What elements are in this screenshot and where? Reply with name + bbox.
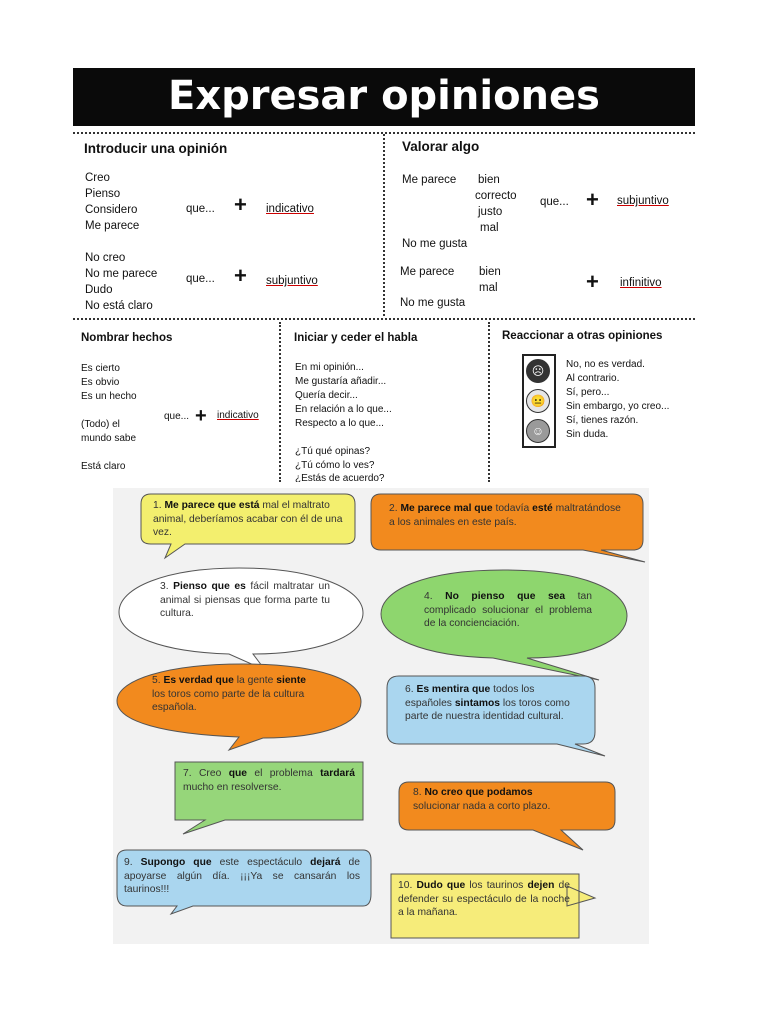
speech-bubble-8 bbox=[413, 786, 573, 813]
bubble-text: tan complicado solucionar el problema de la concienciación. bbox=[424, 591, 592, 629]
reaction-item: Sin embargo, yo creo... bbox=[566, 401, 670, 412]
bubble-number: 3. bbox=[160, 581, 169, 592]
bubble-text: los taurinos bbox=[465, 880, 528, 891]
bubble-verb: dejará bbox=[310, 857, 341, 868]
mode-label: subjuntivo bbox=[617, 195, 669, 207]
verb-item: Me parece bbox=[85, 220, 140, 232]
plus-icon: + bbox=[586, 269, 599, 294]
plus-icon: + bbox=[586, 187, 599, 212]
adjective: mal bbox=[480, 222, 499, 234]
bubble-key-phrase: que bbox=[228, 768, 247, 779]
bubble-text: el problema bbox=[247, 768, 321, 779]
que-label: que... bbox=[186, 273, 215, 285]
phrase-item: En relación a lo que... bbox=[295, 404, 392, 415]
verb-item: Creo bbox=[85, 172, 110, 184]
speech-bubble-6 bbox=[405, 683, 580, 724]
divider bbox=[383, 134, 385, 316]
bubble-number: 7. bbox=[183, 768, 192, 779]
bubble-text: los toros como parte de la cultura española. bbox=[152, 688, 305, 713]
sad-face-icon: ☹ bbox=[526, 359, 550, 383]
bubble-key-phrase: Pienso que es bbox=[173, 581, 246, 592]
phrase-item: Respecto a lo que... bbox=[295, 418, 384, 429]
fact-item: (Todo) el bbox=[81, 419, 120, 430]
bubble-text: Creo bbox=[198, 768, 229, 779]
speech-bubble-2 bbox=[389, 502, 629, 529]
mode-label: subjuntivo bbox=[266, 275, 318, 287]
bubble-text: todos los españoles bbox=[405, 684, 535, 709]
speech-bubble-9 bbox=[124, 856, 360, 897]
speech-bubble-10 bbox=[398, 879, 570, 920]
bubble-verb: dejen bbox=[527, 880, 555, 891]
bubble-key-phrase: Dudo que bbox=[416, 880, 466, 891]
section-heading-iniciar: Iniciar y ceder el habla bbox=[294, 332, 418, 344]
bubble-key-phrase: Me parece que está bbox=[164, 500, 260, 511]
bubble-number: 9. bbox=[124, 857, 133, 868]
verb-item: Pienso bbox=[85, 188, 121, 200]
bubble-verb: sintamos bbox=[454, 697, 501, 709]
bubble-key-phrase: Me parece mal que bbox=[400, 503, 493, 514]
bubble-text: mucho en resolverse. bbox=[183, 781, 282, 793]
verb-item: No creo bbox=[85, 252, 126, 264]
verb-item: No está claro bbox=[85, 300, 153, 312]
bubble-number: 1. bbox=[153, 500, 162, 511]
mode-label: indicativo bbox=[217, 410, 259, 421]
verb-item: Dudo bbox=[85, 284, 113, 296]
verb-item: Considero bbox=[85, 204, 138, 216]
divider bbox=[279, 322, 281, 482]
mode-label: indicativo bbox=[266, 203, 314, 215]
phrase: No me gusta bbox=[400, 297, 466, 309]
fact-item: Es obvio bbox=[81, 377, 120, 388]
fact-item: Es cierto bbox=[81, 363, 120, 374]
question-item: ¿Tú qué opinas? bbox=[295, 446, 371, 457]
phrase-item: En mi opinión... bbox=[295, 362, 364, 373]
speech-bubble-4 bbox=[424, 590, 592, 631]
fact-item: Es un hecho bbox=[81, 391, 137, 402]
reaction-item: Sí, pero... bbox=[566, 387, 610, 398]
happy-face-icon: ☺ bbox=[526, 419, 550, 443]
bubble-number: 8. bbox=[413, 787, 422, 798]
phrase-item: Quería decir... bbox=[295, 390, 358, 401]
speech-bubble-7 bbox=[183, 767, 355, 794]
reaction-item: Sin duda. bbox=[566, 429, 609, 440]
reaction-item: Sí, tienes razón. bbox=[566, 415, 639, 426]
bubble-verb: siente bbox=[276, 675, 306, 686]
bubble-number: 6. bbox=[405, 684, 414, 695]
bubble-text: de apoyarse algún día. ¡¡¡Ya se cansarán los taurinos!!! bbox=[124, 857, 360, 895]
adjective: bien bbox=[479, 266, 501, 278]
bubble-number: 10. bbox=[398, 880, 413, 891]
plus-icon: + bbox=[195, 405, 207, 427]
adjective: correcto bbox=[475, 190, 517, 202]
que-label: que... bbox=[164, 411, 190, 422]
que-label: que... bbox=[186, 203, 215, 215]
bubble-text: de defender su espectáculo de la noche a la mañana. bbox=[398, 880, 570, 918]
phrase: Me parece bbox=[402, 174, 457, 186]
bubble-text: mal el maltrato animal, deberíamos acabar con él de una vez. bbox=[153, 500, 343, 538]
plus-icon: + bbox=[234, 192, 247, 217]
section-heading-reaccionar: Reaccionar a otras opiniones bbox=[502, 330, 663, 342]
phrase: Me parece bbox=[400, 266, 455, 278]
bubble-key-phrase: No creo que podamos bbox=[424, 787, 533, 798]
reaction-item: Al contrario. bbox=[566, 373, 620, 384]
speech-bubble-1 bbox=[153, 499, 351, 540]
bubble-text: la gente bbox=[233, 675, 277, 686]
que-label: que... bbox=[540, 196, 569, 208]
bubble-number: 4. bbox=[424, 591, 433, 602]
bubble-text: maltratándose a los animales en este país. bbox=[389, 503, 621, 528]
speech-bubble-3 bbox=[160, 580, 330, 621]
section-heading-introducir: Introducir una opinión bbox=[84, 141, 228, 156]
plus-icon: + bbox=[234, 263, 247, 288]
bubble-text: solucionar nada a corto plazo. bbox=[413, 800, 551, 812]
reaction-item: No, no es verdad. bbox=[566, 359, 645, 370]
neutral-face-icon: 😐 bbox=[526, 389, 550, 413]
bubble-key-phrase: Es mentira que bbox=[416, 684, 491, 695]
bubble-key-phrase: No pienso que sea bbox=[445, 591, 566, 602]
phrase-item: Me gustaría añadir... bbox=[295, 376, 387, 387]
mode-label: infinitivo bbox=[620, 277, 662, 289]
question-item: ¿Estás de acuerdo? bbox=[295, 473, 385, 482]
bubble-text: los toros como parte de nuestra identidad cultural. bbox=[405, 697, 570, 722]
divider bbox=[488, 322, 490, 482]
fact-item: Está claro bbox=[81, 461, 126, 472]
divider bbox=[73, 318, 695, 320]
bubble-key-phrase: Supongo que bbox=[140, 857, 212, 868]
section-heading-valorar: Valorar algo bbox=[402, 139, 480, 154]
question-item: ¿Tú cómo lo ves? bbox=[295, 460, 375, 471]
adjective: mal bbox=[479, 282, 498, 294]
speech-bubble-5 bbox=[152, 674, 322, 715]
fact-item: mundo sabe bbox=[81, 433, 137, 444]
bubble-text: este espectáculo bbox=[211, 857, 311, 868]
bubble-number: 2. bbox=[389, 503, 398, 514]
phrase: No me gusta bbox=[402, 238, 468, 250]
page-title: Expresar opiniones bbox=[168, 73, 600, 119]
bubble-verb: esté bbox=[532, 503, 553, 514]
bubble-key-phrase: Es verdad que bbox=[163, 675, 234, 686]
section-heading-nombrar: Nombrar hechos bbox=[81, 332, 173, 344]
verb-item: No me parece bbox=[85, 268, 158, 280]
bubble-text: todavía bbox=[492, 503, 533, 514]
bubble-number: 5. bbox=[152, 675, 161, 686]
bubble-verb: tardará bbox=[320, 768, 355, 779]
adjective: bien bbox=[478, 174, 500, 186]
adjective: justo bbox=[478, 206, 503, 218]
bubble-text: fácil maltratar un animal si piensas que forma parte tu cultura. bbox=[160, 581, 330, 619]
